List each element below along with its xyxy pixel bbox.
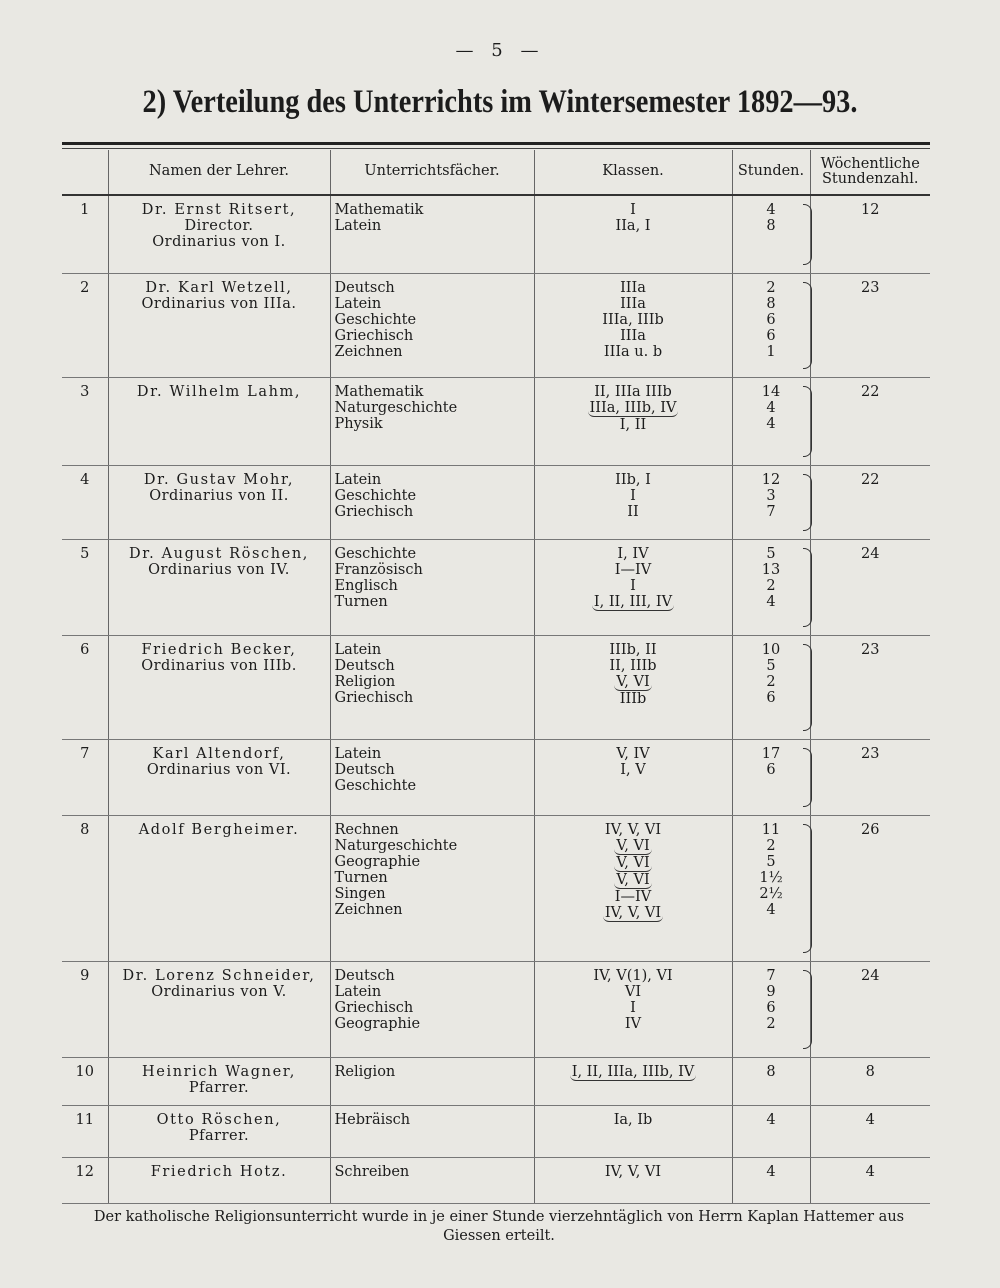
subject-item: Geschichte [334, 311, 417, 328]
subject-item: Mathematik [334, 202, 424, 218]
teacher-name-line: Friedrich Hotz. [150, 1163, 288, 1180]
class-line [539, 1112, 728, 1128]
subjects-cell [330, 465, 534, 539]
teacher-name [108, 961, 330, 1057]
teacher-name-line: Karl Altendorf, [152, 745, 286, 762]
teacher-name [108, 1105, 330, 1157]
subject-item: Religion [334, 1063, 396, 1080]
subject-item: Griechisch [334, 503, 414, 520]
class-line [539, 889, 728, 905]
classes-cell [534, 1157, 732, 1203]
class-line [539, 488, 728, 504]
teacher-title-line: Ordinarius von VI. [146, 761, 292, 778]
row-number: 7 [62, 739, 108, 815]
hours-item: 2½ [759, 885, 783, 902]
class-item: I—IV [614, 561, 652, 578]
class-item: IIIa [620, 327, 646, 344]
classes-cell [534, 195, 732, 273]
class-line [539, 822, 728, 838]
class-item: IIIa u. b [603, 343, 663, 360]
subject-item: Schreiben [334, 1163, 410, 1180]
class-item: I [630, 487, 636, 504]
class-line [539, 1164, 728, 1180]
hours-item: 6 [766, 999, 776, 1016]
subject-item: Griechisch [334, 689, 414, 706]
hours-item: 7 [766, 967, 776, 984]
class-item: V, VI [616, 871, 650, 888]
row-number: 9 [62, 961, 108, 1057]
hours-item: 2 [766, 577, 776, 594]
subject-item: Geographie [334, 1015, 421, 1032]
class-item: IIIb [619, 690, 647, 707]
hours-item: 3 [766, 487, 776, 504]
class-line [539, 1064, 728, 1081]
subject-item: Turnen [334, 869, 388, 886]
header-subjects: Unterrichtsfächer. [330, 150, 534, 195]
row-number: 8 [62, 815, 108, 961]
class-line [539, 968, 728, 984]
hours-item: 6 [766, 761, 776, 778]
teacher-name [108, 195, 330, 273]
teacher-title-line: Pfarrer. [188, 1079, 250, 1096]
class-item: II, IIIa IIIb [594, 383, 672, 400]
class-line [539, 674, 728, 691]
class-line [539, 872, 728, 889]
teacher-name-line: Friedrich Becker, [141, 641, 297, 658]
class-line [539, 594, 728, 611]
subject-item: Religion [334, 673, 396, 690]
teacher-title-line: Ordinarius von I. [152, 234, 286, 250]
subject-item: Singen [334, 885, 386, 902]
row-number: 11 [62, 1105, 108, 1157]
classes-cell [534, 1057, 732, 1105]
row-number: 1 [62, 195, 108, 273]
subject-item: Mathematik [334, 383, 424, 400]
class-line [539, 578, 728, 594]
subject-item: Latein [334, 983, 382, 1000]
teacher-name-line: Otto Röschen, [156, 1111, 282, 1128]
subject-item: Geschichte [334, 777, 417, 794]
hours-item: 14 [761, 383, 781, 400]
teacher-name [108, 377, 330, 465]
hours-item: 2 [766, 673, 776, 690]
subject-item: Englisch [334, 577, 398, 594]
hours-item: 8 [766, 1063, 776, 1080]
subject-item: Geschichte [334, 487, 417, 504]
hours-item: 10 [761, 641, 781, 658]
class-line [539, 905, 728, 922]
hours-cell [732, 635, 810, 739]
hours-item: 4 [766, 399, 776, 416]
class-item: Ia, Ib [613, 1111, 653, 1128]
subjects-cell [330, 377, 534, 465]
row-number: 5 [62, 539, 108, 635]
classes-cell [534, 815, 732, 961]
subjects-cell [330, 1057, 534, 1105]
subject-item: Turnen [334, 593, 388, 610]
hours-item: 2 [766, 837, 776, 854]
row-number: 3 [62, 377, 108, 465]
class-item: IIIb, II [609, 641, 657, 658]
class-line [539, 202, 728, 218]
table-row [62, 273, 930, 377]
class-item: I, IV [617, 545, 649, 562]
hours-cell [732, 815, 810, 961]
teacher-name-line: Heinrich Wagner, [142, 1063, 296, 1080]
hours-item: 11 [761, 821, 781, 838]
teacher-title-line: Ordinarius von II. [149, 487, 289, 504]
table-row [62, 377, 930, 465]
table-row [62, 1157, 930, 1203]
title-rule-thick [62, 142, 930, 145]
total-hours-cell: 23 [810, 273, 930, 377]
hours-item: 5 [766, 657, 776, 674]
total-hours-cell: 23 [810, 739, 930, 815]
class-item: I [630, 202, 636, 218]
teacher-name [108, 1057, 330, 1105]
hours-item: 5 [766, 853, 776, 870]
page-number: — 5 — [455, 40, 545, 61]
class-item: I, V [620, 761, 646, 778]
classes-cell [534, 961, 732, 1057]
total-hours-cell: 22 [810, 465, 930, 539]
class-line [539, 328, 728, 344]
total-hours-cell: 24 [810, 961, 930, 1057]
curly-brace [803, 824, 812, 953]
class-item: IIa, I [615, 218, 651, 234]
subject-item: Latein [334, 471, 382, 488]
row-number: 6 [62, 635, 108, 739]
class-line [539, 504, 728, 520]
hours-cell [732, 377, 810, 465]
footnote: Der katholische Religionsunterricht wurde in je einer Stunde vierzehntäglich von Herrn Kaplan Hattemer aus Giessen erteilt. [93, 1209, 905, 1244]
class-line [539, 384, 728, 400]
subject-item: Zeichnen [334, 343, 403, 360]
teacher-title-line: Ordinarius von V. [151, 983, 287, 1000]
teacher-name [108, 739, 330, 815]
page-title: 2) Verteilung des Unterrichts im Wintersemester 1892—93. [142, 84, 858, 120]
row-number: 12 [62, 1157, 108, 1203]
class-item: I, II [619, 416, 647, 433]
subjects-cell [330, 1105, 534, 1157]
class-item: IIb, I [615, 471, 651, 488]
hours-item: 6 [766, 689, 776, 706]
teacher-name [108, 539, 330, 635]
class-item: IIIa [620, 279, 646, 296]
curly-brace [803, 548, 812, 627]
subject-item: Geographie [334, 853, 421, 870]
table-row [62, 739, 930, 815]
subject-item: Deutsch [334, 761, 395, 778]
curly-brace [803, 204, 812, 265]
teacher-name-line: Dr. August Röschen, [129, 545, 309, 562]
teacher-title-line: Ordinarius von IV. [148, 561, 290, 578]
hours-item: 12 [761, 471, 781, 488]
classes-cell [534, 377, 732, 465]
title-rule-thin [62, 148, 930, 149]
hours-item: 4 [766, 1163, 776, 1180]
header-name: Namen der Lehrer. [108, 150, 330, 195]
subjects-cell [330, 273, 534, 377]
classes-cell [534, 739, 732, 815]
total-hours-cell: 24 [810, 539, 930, 635]
class-item: V, VI [616, 837, 650, 854]
class-item: IV, V, VI [604, 904, 662, 921]
teacher-title-line: Director. [184, 218, 254, 234]
subject-item: Deutsch [334, 279, 395, 296]
class-line [539, 1000, 728, 1016]
curly-brace [803, 386, 812, 457]
hours-item: 4 [766, 901, 776, 918]
header-hours: Stunden. [732, 150, 810, 195]
class-line [539, 984, 728, 1000]
subject-item: Geschichte [334, 545, 417, 562]
header-number [62, 150, 108, 195]
class-line [539, 1016, 728, 1032]
class-item: VI [624, 983, 642, 1000]
teaching-distribution-table [62, 150, 930, 1204]
hours-cell [732, 539, 810, 635]
teacher-name [108, 635, 330, 739]
subjects-cell [330, 815, 534, 961]
class-line [539, 417, 728, 433]
class-line [539, 562, 728, 578]
hours-item: 1½ [759, 869, 783, 886]
class-line [539, 472, 728, 488]
teacher-title-line: Ordinarius von IIIa. [141, 295, 297, 312]
class-item: V, IV [616, 745, 650, 762]
class-line [539, 218, 728, 234]
teacher-name-line: Dr. Wilhelm Lahm, [136, 383, 302, 400]
hours-cell [732, 739, 810, 815]
total-hours-cell: 23 [810, 635, 930, 739]
hours-cell [732, 195, 810, 273]
class-item: IV, V, VI [604, 821, 662, 838]
row-number: 2 [62, 273, 108, 377]
hours-item: 4 [766, 415, 776, 432]
hours-cell [732, 1157, 810, 1203]
subject-item: Naturgeschichte [334, 837, 458, 854]
class-line [539, 344, 728, 360]
class-item: I, II, IIIa, IIIb, IV [571, 1063, 695, 1080]
curly-brace [803, 282, 812, 369]
class-line [539, 855, 728, 872]
teacher-title-line: Pfarrer. [188, 1127, 250, 1144]
curly-brace [803, 970, 812, 1049]
class-item: I [630, 577, 636, 594]
hours-item: 5 [766, 545, 776, 562]
class-item: IIIa, IIIb, IV [589, 399, 677, 416]
teacher-name-line: Dr. Lorenz Schneider, [122, 967, 316, 984]
subjects-cell [330, 739, 534, 815]
hours-item: 4 [766, 593, 776, 610]
hours-item: 1 [766, 343, 776, 360]
hours-item: 8 [766, 295, 776, 312]
classes-cell [534, 273, 732, 377]
subject-item: Latein [334, 218, 382, 234]
total-hours-cell: 4 [810, 1157, 930, 1203]
hours-cell [732, 1105, 810, 1157]
table-row [62, 539, 930, 635]
hours-item: 13 [761, 561, 781, 578]
table-row [62, 635, 930, 739]
class-item: IIIa [620, 295, 646, 312]
subject-item: Latein [334, 745, 382, 762]
class-line [539, 658, 728, 674]
class-line [539, 746, 728, 762]
hours-cell [732, 1057, 810, 1105]
teacher-name [108, 815, 330, 961]
hours-item: 2 [766, 279, 776, 296]
class-item: IV [624, 1015, 642, 1032]
class-line [539, 312, 728, 328]
teacher-name-line: Dr. Ernst Ritsert, [141, 202, 297, 218]
subjects-cell [330, 539, 534, 635]
class-item: IV, V(1), VI [593, 967, 673, 984]
class-line [539, 642, 728, 658]
hours-item: 6 [766, 311, 776, 328]
subjects-cell [330, 1157, 534, 1203]
hours-item: 17 [761, 745, 781, 762]
hours-item: 9 [766, 983, 776, 1000]
class-item: I—IV [614, 888, 652, 905]
table-row [62, 465, 930, 539]
table-row [62, 1057, 930, 1105]
row-number: 4 [62, 465, 108, 539]
subjects-cell [330, 961, 534, 1057]
hours-item: 4 [766, 1111, 776, 1128]
hours-item: 2 [766, 1015, 776, 1032]
subject-item: Physik [334, 415, 383, 432]
classes-cell [534, 635, 732, 739]
hours-item: 6 [766, 327, 776, 344]
class-item: I, II, III, IV [593, 593, 673, 610]
class-line [539, 691, 728, 707]
teacher-name-line: Dr. Gustav Mohr, [143, 471, 295, 488]
subject-item: Rechnen [334, 821, 399, 838]
subject-item: Griechisch [334, 999, 414, 1016]
subject-item: Naturgeschichte [334, 399, 458, 416]
class-line [539, 400, 728, 417]
teacher-title-line: Ordinarius von IIIb. [141, 657, 297, 674]
subject-item: Deutsch [334, 967, 395, 984]
hours-cell [732, 273, 810, 377]
total-hours-cell: 12 [810, 195, 930, 273]
total-hours-cell: 4 [810, 1105, 930, 1157]
class-item: V, VI [616, 673, 650, 690]
subject-item: Französisch [334, 561, 423, 578]
class-line [539, 762, 728, 778]
hours-cell [732, 465, 810, 539]
subject-item: Latein [334, 641, 382, 658]
teacher-name [108, 273, 330, 377]
teacher-name-line: Adolf Bergheimer. [138, 821, 300, 838]
total-hours-cell: 22 [810, 377, 930, 465]
class-line [539, 838, 728, 855]
class-item: IIIa, IIIb [602, 311, 664, 328]
table-row [62, 1105, 930, 1157]
class-item: IV, V, VI [604, 1163, 662, 1180]
table-row [62, 961, 930, 1057]
class-line [539, 546, 728, 562]
hours-cell [732, 961, 810, 1057]
table-row [62, 195, 930, 273]
curly-brace [803, 644, 812, 731]
table-header-row [62, 150, 930, 195]
subject-item: Latein [334, 295, 382, 312]
class-item: II [627, 503, 639, 520]
subject-item: Hebräisch [334, 1111, 411, 1128]
class-item: II, IIIb [609, 657, 657, 674]
table-row [62, 815, 930, 961]
hours-item: 8 [766, 218, 776, 234]
hours-item: 7 [766, 503, 776, 520]
class-line [539, 280, 728, 296]
classes-cell [534, 1105, 732, 1157]
classes-cell [534, 465, 732, 539]
teacher-name [108, 1157, 330, 1203]
hours-item: 4 [766, 202, 776, 218]
class-item: V, VI [616, 854, 650, 871]
header-total: Wöchentliche Stundenzahl. [810, 150, 930, 195]
teacher-name [108, 465, 330, 539]
teacher-name-line: Dr. Karl Wetzell, [145, 279, 293, 296]
curly-brace [803, 748, 812, 807]
row-number: 10 [62, 1057, 108, 1105]
classes-cell [534, 539, 732, 635]
total-hours-cell: 8 [810, 1057, 930, 1105]
class-item: I [630, 999, 636, 1016]
subject-item: Deutsch [334, 657, 395, 674]
subjects-cell [330, 195, 534, 273]
class-line [539, 296, 728, 312]
curly-brace [803, 474, 812, 531]
subjects-cell [330, 635, 534, 739]
header-classes: Klassen. [534, 150, 732, 195]
subject-item: Zeichnen [334, 901, 403, 918]
total-hours-cell: 26 [810, 815, 930, 961]
subject-item: Griechisch [334, 327, 414, 344]
